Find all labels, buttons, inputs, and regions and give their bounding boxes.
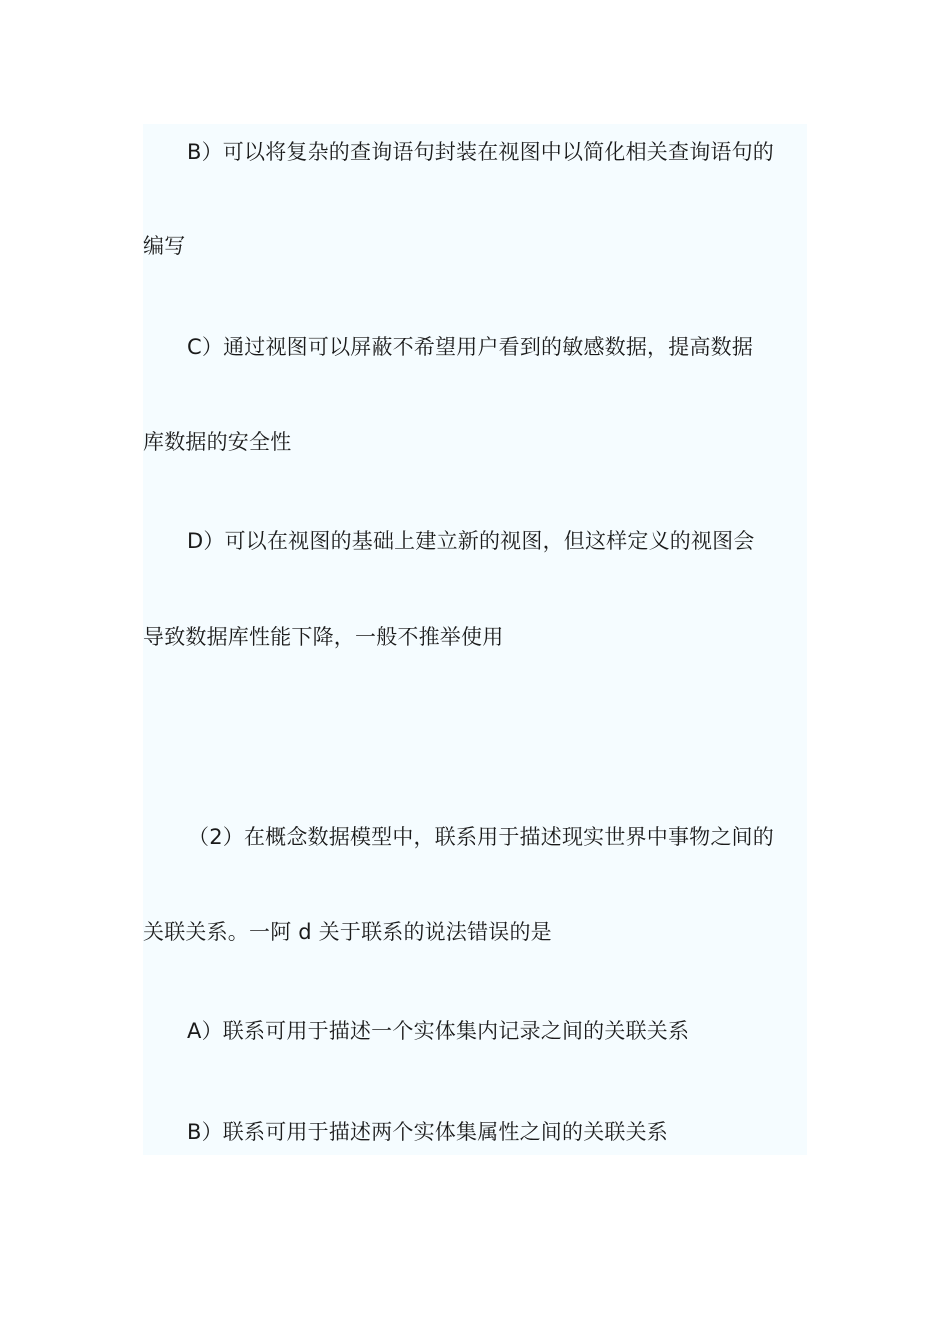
- option-c-line-2: 库数据的安全性: [143, 430, 292, 454]
- question-2-option-b: B）联系可用于描述两个实体集属性之间的关联关系: [187, 1120, 669, 1144]
- question-2-option-a: A）联系可用于描述一个实体集内记录之间的关联关系: [187, 1019, 690, 1043]
- option-d-line-2: 导致数据库性能下降，一般不推举使用: [143, 625, 504, 649]
- question-2-line-1: （2）在概念数据模型中，联系用于描述现实世界中事物之间的: [188, 825, 774, 849]
- option-b-line-1: B）可以将复杂的查询语句封装在视图中以简化相关查询语句的: [187, 140, 775, 164]
- option-c-line-1: C）通过视图可以屏蔽不希望用户看到的敏感数据，提高数据: [187, 335, 754, 359]
- option-d-line-1: D）可以在视图的基础上建立新的视图，但这样定义的视图会: [187, 529, 755, 553]
- option-b-line-2: 编写: [143, 234, 186, 258]
- question-2-line-2: 关联关系。一阿 d 关于联系的说法错误的是: [143, 920, 552, 944]
